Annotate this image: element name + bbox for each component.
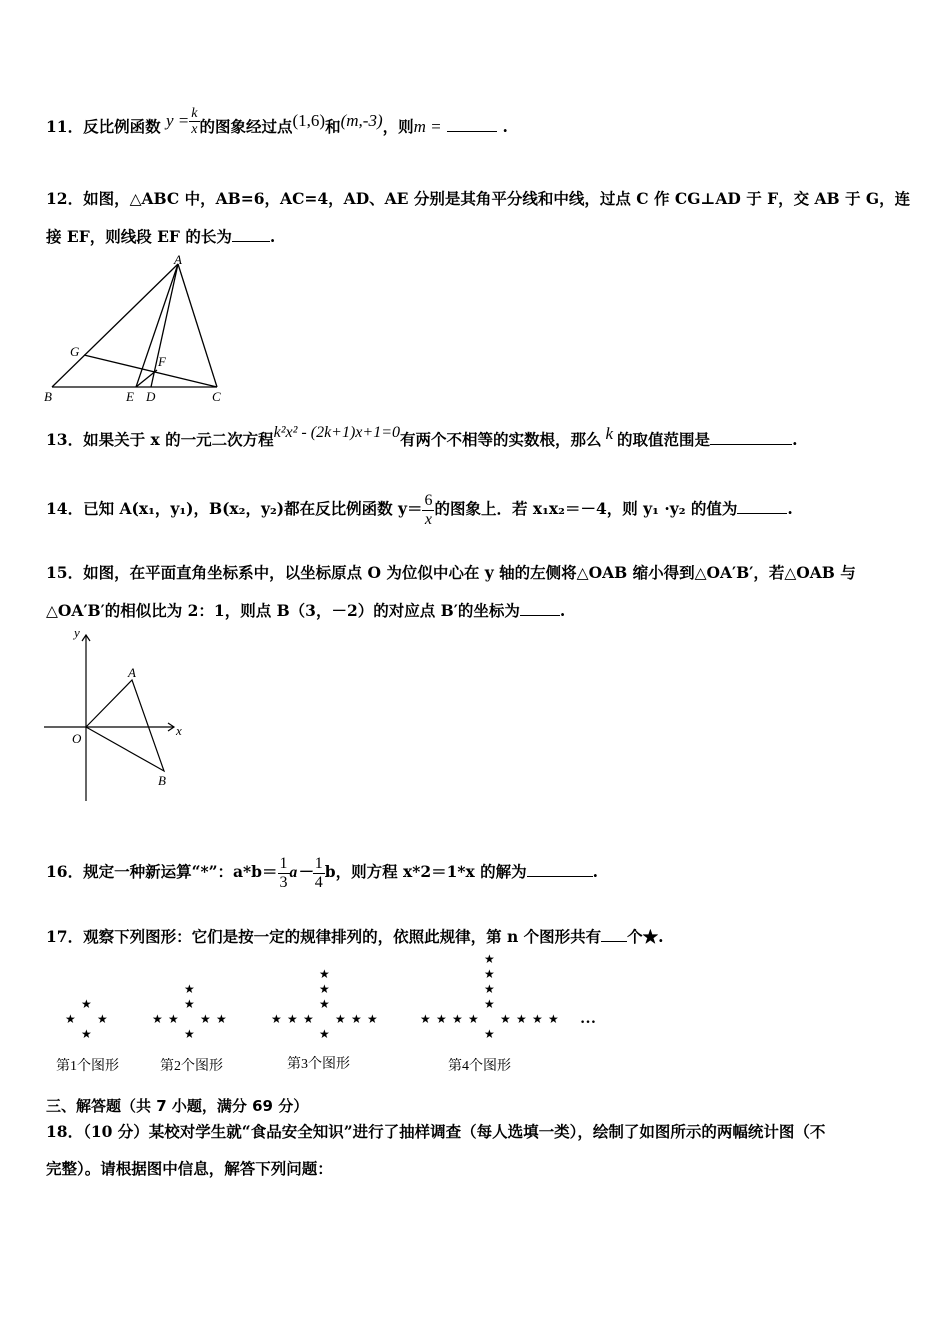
star-icon: ★	[367, 1012, 378, 1026]
label-c: C	[212, 389, 221, 404]
star-icon: ★	[452, 1012, 463, 1026]
star-icon: ★	[319, 982, 330, 996]
q15-answer-blank	[520, 615, 560, 616]
star-icon: ★	[97, 1012, 108, 1026]
q11-number: 11．	[46, 116, 84, 136]
caption-figure-3: 第3个图形	[287, 1057, 350, 1072]
question-11: 11．反比例函数 y = $\frac{k}{x}$ 的图象经过点(1,6)和(m,-3)，则m = .	[46, 106, 508, 138]
triangle-oab	[86, 680, 164, 771]
q16-answer-blank	[527, 876, 593, 877]
star-icon: ★	[351, 1012, 362, 1026]
star-patterns	[0, 940, 950, 1040]
label-o: O	[72, 731, 82, 746]
label-g: G	[70, 344, 80, 359]
star-icon: ★	[216, 1012, 227, 1026]
q14-answer-blank	[737, 513, 787, 514]
q16-fraction1: $\frac{1}{3}$	[279, 854, 288, 891]
q13-equation: k²x² - (2k+1)x+1=0	[273, 424, 400, 441]
q11-fraction: $\frac{k}{x}$	[191, 106, 198, 138]
caption-figure-2: 第2个图形	[160, 1059, 223, 1074]
label-a: A	[174, 252, 182, 267]
star-icon: ★	[319, 997, 330, 1011]
star-icon: ★	[516, 1012, 527, 1026]
question-12-line2: 接 EF，则线段 EF 的长为 .	[46, 227, 276, 246]
star-icon: ★	[152, 1012, 163, 1026]
star-icon: ★	[484, 997, 495, 1011]
star-icon: ★	[420, 1012, 431, 1026]
q11-answer-blank	[447, 131, 497, 132]
label-a: A	[128, 665, 136, 680]
q11-point1: (1,6)	[292, 110, 326, 130]
question-17: 17．观察下列图形：它们是按一定的规律排列的，依照此规律，第 n 个图形共有 个★.	[46, 927, 664, 946]
label-b: B	[158, 773, 166, 788]
q13-answer-blank	[710, 444, 792, 445]
label-y: y	[74, 625, 80, 640]
side-ac	[178, 264, 217, 387]
label-d: D	[146, 389, 156, 404]
segment-gc	[84, 355, 217, 387]
star-icon: ★	[500, 1012, 511, 1026]
star-icon: ★	[271, 1012, 282, 1026]
star-icon: ★	[81, 1027, 92, 1041]
star-icon: ★	[168, 1012, 179, 1026]
star-icon: ★	[303, 1012, 314, 1026]
star-icon: ★	[65, 1012, 76, 1026]
caption-figure-1: 第1个图形	[56, 1059, 119, 1074]
label-b: B	[44, 389, 52, 404]
q12-answer-blank	[232, 241, 270, 242]
star-icon: ★	[200, 1012, 211, 1026]
question-18-line1: 18．（10 分）某校对学生就“食品安全知识”进行了抽样调查（每人选填一类），绘制了如图所示的两幅统计图（不	[46, 1122, 826, 1141]
star-icon: ★	[532, 1012, 543, 1026]
star-icon: ★	[81, 997, 92, 1011]
star-icon: ★	[319, 1027, 330, 1041]
star-ellipsis: …	[580, 1010, 596, 1027]
q16-fraction2: $\frac{1}{4}$	[314, 854, 323, 891]
star-icon: ★	[287, 1012, 298, 1026]
coordinate-figure	[40, 625, 195, 805]
star-icon: ★	[484, 967, 495, 981]
caption-figure-4: 第4个图形	[448, 1059, 511, 1074]
question-16: 16．规定一种新运算“*”：a*b＝ $\frac{1}{3}$ a－ $\frac{1}{4}$ b，则方程 x*2＝1*x 的解为 .	[46, 854, 599, 891]
star-icon: ★	[184, 982, 195, 996]
label-x: x	[176, 723, 182, 738]
star-icon: ★	[468, 1012, 479, 1026]
star-icon: ★	[184, 1027, 195, 1041]
q11-point2: (m,-3)	[340, 110, 383, 130]
star-icon: ★	[436, 1012, 447, 1026]
label-f: F	[158, 354, 166, 369]
star-icon: ★	[484, 952, 495, 966]
question-12-line1: 12．如图，△ABC 中，AB=6，AC=4，AD、AE 分别是其角平分线和中线，过点 C 作 CG⊥AD 于 F，交 AB 于 G，连	[46, 189, 911, 208]
star-icon: ★	[335, 1012, 346, 1026]
star-icon: ★	[184, 997, 195, 1011]
question-15-line1: 15．如图，在平面直角坐标系中，以坐标原点 O 为位似中心在 y 轴的左侧将△OAB 缩小得到△OA′B′，若△OAB 与	[46, 563, 856, 582]
star-icon: ★	[548, 1012, 559, 1026]
label-e: E	[126, 389, 134, 404]
star-icon: ★	[484, 1027, 495, 1041]
triangle-abc-figure	[44, 252, 229, 407]
question-18-line2: 完整）。请根据图中信息，解答下列问题：	[46, 1159, 333, 1178]
star-icon: ★	[484, 982, 495, 996]
section-3-heading: 三、解答题（共 7 小题，满分 69 分）	[46, 1097, 309, 1115]
star-icon: ★	[319, 967, 330, 981]
question-13: 13．如果关于 x 的一元二次方程k²x² - (2k+1)x+1=0有两个不相等的实数根，那么 k 的取值范围是 .	[46, 424, 798, 449]
q14-fraction: $\frac{6}{x}$	[424, 491, 433, 528]
q11-text: 反比例函数	[83, 116, 161, 136]
question-15-line2: △OA′B′的相似比为 2：1，则点 B（3，－2）的对应点 B′的坐标为 .	[46, 601, 566, 620]
question-14: 14．已知 A(x₁，y₁)，B(x₂，y₂)都在反比例函数 y＝ $\frac{6}{x}$ 的图象上．若 x₁x₂＝－4，则 y₁ ·y₂ 的值为 .	[46, 491, 793, 528]
q11-equation: y =	[166, 110, 190, 130]
